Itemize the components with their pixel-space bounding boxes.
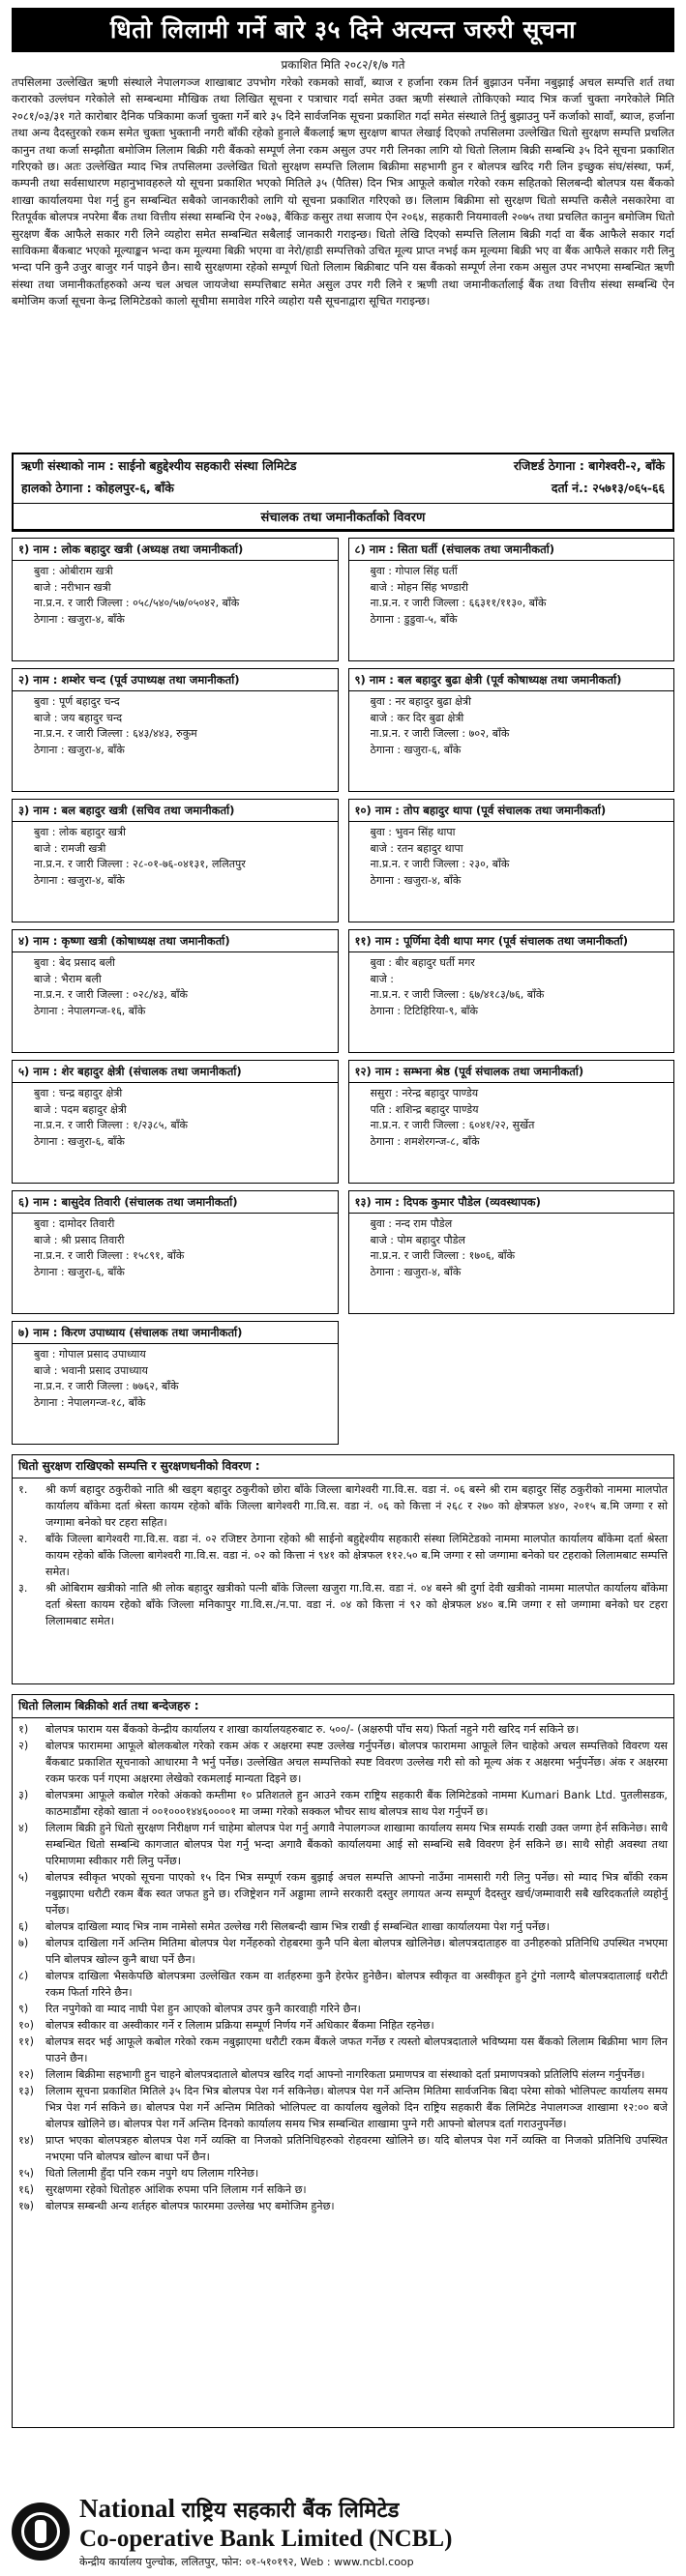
list-item-number: ८) (18, 1970, 29, 1982)
list-item-number: १७) (18, 2200, 34, 2212)
members-grid (12, 538, 674, 1445)
list-item (18, 1531, 668, 1580)
member-detail-line: ठेगाना : खजुरा-६, बाँके (34, 1265, 125, 1278)
list-item-number: ९) (18, 2003, 29, 2015)
member-card (348, 929, 675, 1053)
member-detail-line: बाजे : जय बहादुर चन्द (34, 711, 123, 724)
member-detail-line: बुवा : दामोदर तिवारी (34, 1217, 115, 1230)
list-item-number: २) (18, 1740, 29, 1752)
registration-number: २५७१३/०६५-६६ (592, 481, 665, 495)
list-item (18, 1820, 668, 1869)
notice-title: धितो लिलामी गर्ने बारे ३५ दिने अत्यन्त जरुरी सूचना (12, 8, 674, 52)
list-item-text: श्री कर्ण बहादुर ठकुरीको नाति श्री खड्ग बहादुर ठकुरीको छोरा बाँके जिल्ला बागेश्वरी गा.वि.स. वडा नं. ०६ बस्ने श्री राम बहादुर सिंह ठकुरीको नाममा मालपोत कार्यालय बाँकेमा दर्ता श्रेस्ता कायम रहेको बाँके जिल्ला बागेश्वरी गा.वि.स. वडा नं. ०६ को कित्ता नं २६८ र २७० को क्षेत्रफल ४४०, २०१५ ब.मि जग्गा र सो जग्गामा बनेको घर टहरा सहित। (45, 1483, 668, 1529)
list-item-text: लिलाम सूचना प्रकाशित मितिले ३५ दिन भित्र बोलपत्र पेश गर्न सकिनेछ। बोलपत्र पेश गर्ने अन्तिम मितिमा सार्वजनिक बिदा परेमा सोको भोलिपल्ट कार्यालय समय भित्र पेश गर्न सकिने छ। बोलपत्र पेश गर्ने अन्तिम मितिको भोलिपल्ट वा कार्यालय खुलेको दिन राष्ट्रिय सहकारी बैंक लिमिटेड नेपालगञ्ज शाखामा १२:०० बजे बोलपत्र खोलिने छ। बोलपत्र पेश गर्ने अन्तिम दिनको कार्यालय समय भित्र सम्बन्धित शाखामा पुग्ने गरी आफ्नो बोलपत्र दर्ता गराउनुपर्नेछ। (45, 2085, 668, 2130)
member-card (348, 1060, 675, 1184)
member-detail-line: ठेगाना : खजुरा-६, बाँके (34, 1134, 125, 1148)
list-item (18, 1721, 668, 1738)
member-details (349, 822, 674, 892)
member-details (349, 691, 674, 761)
member-detail-line: बुवा : गोपाल प्रसाद उपाध्याय (34, 1348, 146, 1361)
member-heading: १३) नाम : दिपक कुमार पौडेल (व्यवस्थापक) (349, 1191, 674, 1214)
publish-date: प्रकाशित मिति २०८२/१/७ गते (281, 58, 405, 72)
current-address-label: हालको ठेगाना : (21, 481, 92, 495)
member-heading: ४) नाम : कृष्णा खत्री (कोषाध्यक्ष तथा जमानीकर्ता) (13, 930, 338, 952)
current-address: कोहलपुर-६, बाँके (95, 481, 174, 495)
list-item-text: प्राप्त भएका बोलपत्रहरु बोलपत्र पेश गर्ने व्यक्ति वा निजको प्रतिनिधिहरुको रोहवरमा खोलिने छ। यदि बोलपत्र पेश गर्ने व्यक्ति वा निजको प्रतिनिधि उपस्थित नभएमा पनि बोलपत्र खोल्न बाधा पर्ने छैन। (45, 2134, 668, 2163)
member-heading: १) नाम : लोक बहादुर खत्री (अध्यक्ष तथा जमानीकर्ता) (13, 539, 338, 561)
member-card (348, 538, 675, 661)
list-item (18, 1481, 668, 1531)
member-card (12, 668, 339, 792)
list-item-number: ५) (18, 1871, 29, 1884)
conditions-box (12, 1694, 674, 2428)
member-detail-line: ना.प्र.न. र जारी जिल्ला : ६०४१/२२, सुर्खेत (370, 1119, 535, 1131)
list-item (18, 2034, 668, 2066)
bank-name-en-line2: Co-operative Bank Limited (NCBL) (79, 2526, 453, 2552)
member-detail-line: ना.प्र.न. र जारी जिल्ला : १/२३८५, बाँके (34, 1119, 189, 1131)
list-item-text: बोलपत्र सदर भई आफूले कबोल गरेको रकम नबुझाएमा धरौटी रकम बैंकले जफत गर्नेछ र त्यस्तो बोलपत्रदाताले भविष्यमा यस बैंकको लिलाम बिक्रीमा भाग लिन पाउने छैन। (45, 2035, 668, 2064)
member-details (13, 952, 338, 1022)
list-item-number: ७) (18, 1937, 29, 1949)
list-item (18, 1935, 668, 1968)
borrower-name: साईनो बहुद्देश्यीय सहकारी संस्था लिमिटेड (118, 458, 297, 473)
list-item-text: रित नपुगेको वा म्याद नाघी पेश हुन आएको बोलपत्र उपर कुनै कारवाही गरिने छैन। (45, 2003, 361, 2015)
member-detail-line: बाजे : नरीभान खत्री (34, 580, 111, 594)
member-detail-line: ना.प्र.न. र जारी जिल्ला : १७०६, बाँके (370, 1249, 516, 1262)
member-detail-line: ना.प्र.न. र जारी जिल्ला : ७०२, बाँके (370, 727, 510, 740)
bank-brand (79, 2494, 674, 2569)
list-item-text: बोलपत्र स्वीकृत भएको सूचना पाएको १५ दिन भित्र सम्पूर्ण रकम बुझाई अचल सम्पत्ति आफ्नो नाउँमा नामसारी गरी लिनु पर्नेछ। सो म्याद भित्र बाँकी रकम नबुझाएमा धरौटी रकम बैंक स्वत जफत हुने छ। रजिष्ट्रेशन गर्ने अड्डामा लाग्ने सरकारी दस्तुर लगायत अन्य सम्पूर्ण दैदस्तुर खर्च/जम्मावारी सबै खरिदकर्ताले व्यहोर्नु पर्नेछ। (45, 1871, 668, 1917)
member-detail-line: ठेगाना : खजुरा-४, बाँके (34, 743, 125, 756)
member-heading: ९) नाम : बल बहादुर बुढा क्षेत्री (पूर्व कोषाध्यक्ष तथा जमानीकर्ता) (349, 669, 674, 691)
list-item (18, 1787, 668, 1820)
member-detail-line: बुवा : चन्द्र बहादुर क्षेत्री (34, 1087, 123, 1099)
intro-paragraph: तपसिलमा उल्लेखित ऋणी संस्थाले नेपालगञ्ज शाखाबाट उपभोग गरेको रकमको सावाँ, ब्याज र हर्जाना रकम तिर्न बुझाउन पर्नेमा नबुझाई अचल सम्पत्ति शर्त तथा करारको उल्लंघन गरेकोले सो सम्बन्धमा मौखिक तथा लिखित सूचना र पत्राचार गर्दा समेत उक्त ऋणी संस्थाले तोकिएको म्याद भित्र कर्जा चुक्ता नगरेकोले मिति २०८१/०३/३१ गते कारोबार दैनिक पत्रिकामा कर्जा चुक्ता गर्ने बारे ३५ दिने सार्वजनिक सूचना प्रकाशित गर्दा समेत संस्थाले तिर्नु बुझाउनु पर्ने कर्जाको सावाँ, ब्याज, हर्जाना तथा अन्य दैदस्तुरको रकम समेत चुक्ता भुक्तानी नगरी बाँकी रहेको हुनाले बैंकलाई ऋण सुरक्षण बापत लेखाई दिएको तपसिलमा उल्लेखित धितो सुरक्षण सम्पत्ति प्रचलित कानुन तथा कर्जा सम्झौता बमोजिम लिलाम बिक्री गरी बैंकको सम्पूर्ण लेना रकम असुल उपर गरी लिनका लागि यो धितो लिलाम बिक्री सम्बन्धि ३५ दिने सूचना प्रकाशित गरिएको छ। अतः उल्लेखित म्याद भित्र तपसिलमा उल्लेखित धितो सुरक्षण सम्पत्ति लिलाम बिक्रीमा सहभागी हुन र बोलपत्र खरिद गरी लिन इच्छुक संघ/संस्था, फर्म, कम्पनी तथा सर्वसाधारण महानुभावहरुले यो सूचना प्रकाशित भएको मितिले ३५ (पैतिस) दिन भित्र आफूले कबोल गरेको रकम सहितको सिलबन्दी बोलपत्र यस बैंकको शाखा कार्यालयमा पेश गर्नु हुन सम्बन्धित सबैको जानकारीको लागि यो सूचना प्रकाशित गरिएको छ। लिलाम बिक्रीमा सो सुरक्षण धितो सम्पत्ति कसैले नसकारेमा वा रितपूर्वक बोलपत्र नपरेमा बैंक तथा वित्तीय संस्था सम्बन्धि ऐन २०७३, बैंकिङ कसुर तथा सजाय ऐन २०६४, सहकारी नियमावली २०७५ तथा प्रचलित कानुन बमोजिम धितो सुरक्षण बैंक आफैले सकार गरी लिने व्यहोरा समेत सम्बन्धित सबैलाई जानकारी गराइन्छ। धितो लेखि दिएको सम्पत्ति लिलाम बिक्री गर्दा वा बैंक आफैले सकार गर्दा साविकमा बैंकबाट भएको मूल्याङ्कन भन्दा कम मूल्यमा बिक्री भएमा वा नेरो/हाडी सम्पत्तिको उचित मूल्य प्राप्त नभई कम मूल्यमा बिक्री भए वा बैंक आफैले सकार गरी लिनु भन्दा पनि कुनै उजुर बाजुर गर्न पाइने छैन। साथै सुरक्षणमा रहेको सम्पूर्ण धितो लिलाम बिक्रीबाट पनि यस बैंकको सम्पूर्ण लेना रकम असुल उपर नभएमा सम्बन्धित ऋणी संस्था तथा जमानीकर्ताहरुको अन्य चल अचल जायजेथा सम्पत्तिबाट समेत असुल उपर गरी लिने र ऋणी तथा जमानीकर्तालाई बैंक तथा वित्तीय संस्था सम्बन्धि ऐन बमोजिम कर्जा सूचना केन्द्र लिमिटेडको कालो सूचीमा समावेश गरिने व्यहोरा यसै सूचनाद्वारा सूचित गराइन्छ। (12, 75, 674, 308)
list-item-number: १२) (18, 2068, 34, 2081)
member-heading: ११) नाम : पूर्णिमा देवी थापा मगर (पूर्व संचालक तथा जमानीकर्ता) (349, 930, 674, 952)
member-detail-line: बाजे : भैराम बली (34, 972, 102, 985)
member-details (13, 822, 338, 892)
member-heading: २) नाम : शम्शेर चन्द (पूर्व उपाध्यक्ष तथा जमानीकर्ता) (13, 669, 338, 691)
member-detail-line: ना.प्र.न. र जारी जिल्ला : ०२८/४३, बाँके (34, 988, 189, 1001)
member-detail-line: बाजे : (370, 972, 394, 985)
list-item-text: सुरक्षणमा रहेको धितोहरु आंशिक रुपमा पनि लिलाम गर्न सकिने छ। (45, 2183, 307, 2196)
members-section-title: संचालक तथा जमानीकर्ताको विवरण (14, 503, 672, 530)
list-item-number: १५) (18, 2167, 34, 2180)
member-detail-line: बाजे : पोम बहादुर पौडेल (370, 1233, 465, 1246)
member-details (349, 1083, 674, 1153)
member-detail-line: बुवा : बीर बहादुर घर्ती मगर (370, 956, 475, 969)
member-detail-line: बाजे : रतन बहादुर थापा (370, 841, 463, 855)
list-item (18, 1580, 668, 1629)
list-item-text: लिलाम बिक्री हुने धितो सुरक्षण निरीक्षण गर्न चाहेमा बोलपत्र पेश गर्नु अगावै नेपालगञ्ज शाखामा कार्यालय समय भित्र सम्पर्क राखी उक्त जग्गा हेर्न सकिनेछ। साथै सम्बन्धित धितो सम्बन्धि कागजात बोलपत्र पेश गर्नु भन्दा अगावै बैंकको कार्यालयमा आई सो सम्बन्धि सबै विवरण हेर्न सकिने छ। साथै सोही अवस्था तथा परिमाणमा स्वीकार गरी लिनु पर्नेछ। (45, 1822, 668, 1867)
list-item-number: १) (18, 1723, 29, 1736)
member-detail-line: ठेगाना : खजुरा-४, बाँके (370, 1265, 462, 1278)
list-item-number: १६) (18, 2183, 34, 2196)
member-details (13, 1083, 338, 1153)
member-detail-line: ना.प्र.न. र जारी जिल्ला : २३०, बाँके (370, 858, 510, 870)
member-detail-line: ना.प्र.न. र जारी जिल्ला : ६४३/४४३, रुकुम (34, 727, 197, 740)
list-item (18, 2066, 668, 2083)
member-detail-line: ठेगाना : डुडुवा-५, बाँके (370, 612, 458, 626)
list-item-number: ३) (18, 1789, 29, 1801)
member-detail-line: ना.प्र.न. र जारी जिल्ला : ६७/४१८३/७६, बाँके (370, 988, 545, 1001)
bank-logo-icon (12, 2503, 70, 2561)
member-details (13, 1344, 338, 1414)
member-card (12, 538, 339, 661)
member-card (12, 1321, 339, 1445)
list-item-text: बोलपत्र दाखिला गर्ने अन्तिम मितिमा बोलपत्र पेश गर्नेहरुको रोहबरमा कुनै पनि बेला बोलपत्र खोलिनेछ। बोलपत्रदाताहरु वा उनीहरुको प्रतिनिधि उपस्थित नभएमा पनि बोलपत्र खोल्न कुनै बाधा पर्ने छैन। (45, 1937, 668, 1966)
list-item-number: १०) (18, 2019, 34, 2032)
member-card (12, 799, 339, 922)
member-heading: १०) नाम : तोप बहादुर थापा (पूर्व संचालक तथा जमानीकर्ता) (349, 800, 674, 822)
list-item-text: बोलपत्र फाराममा आफूले बोलकबोल गरेको रकम अंक र अक्षरमा स्पष्ट उल्लेख गर्नुपर्नेछ। बोलपत्र फाराममा आफूले लिन चाहेको अचल सम्पत्तिको विवरण यस बैंकबाट प्रकाशित सूचनाको आधारमा नै भर्नु पर्नेछ। उल्लेखित अचल सम्पत्तिको स्पष्ट विवरण उल्लेख गरी सो को मूल्य अंक र अक्षरमा भर्नुपर्नेछ। अंक र अक्षरमा रकम फरक पर्न गएमा अक्षरमा लेखेको रकमलाई मान्यता दिइने छ। (45, 1740, 668, 1785)
list-item-number: १४) (18, 2134, 34, 2147)
member-heading: ३) नाम : बल बहादुर खत्री (सचिव तथा जमानीकर्ता) (13, 800, 338, 822)
list-item (18, 2083, 668, 2132)
member-detail-line: ठेगाना : खजुरा-४, बाँके (34, 612, 125, 626)
member-detail-line: ठेगाना : टिटिहिरिया-९, बाँके (370, 1004, 478, 1017)
member-detail-line: ठेगाना : शमशेरगन्ज-८, बाँके (370, 1134, 480, 1148)
member-detail-line: ना.प्र.न. र जारी जिल्ला : १५८९१, बाँके (34, 1249, 185, 1262)
borrower-row-2 (14, 477, 672, 499)
member-detail-line: बाजे : कर दिर बुढा क्षेत्री (370, 711, 464, 724)
list-item-text: बाँके जिल्ला बागेश्वरी गा.वि.स. वडा नं. ०२ रजिष्टर ठेगाना रहेको श्री साईनो बहुद्देश्यीय सहकारी संस्था लिमिटेडको नाममा मालपोत कार्यालय बाँकेमा दर्ता श्रेस्ता कायम रहेको बाँके जिल्ला बागेश्वरी गा.वि.स. वडा नं. ०२ को कित्ता नं ९४१ को क्षेत्रफल ११२.५० ब.मि जग्गा र सो जग्गामा बनेको घर टहराको लिलामबाट सम्पत्ति समेत। (45, 1533, 668, 1578)
list-item (18, 2001, 668, 2017)
member-detail-line: ठेगाना : खजुरा-६, बाँके (370, 743, 462, 756)
member-detail-line: बाजे : पदम बहादुर क्षेत्री (34, 1102, 127, 1116)
member-detail-line: बाजे : मोहन सिंह भण्डारी (370, 580, 469, 594)
list-item-text: धितो लिलामी हुँदा पनि रकम नपुगे थप लिलाम गरिनेछ। (45, 2167, 259, 2180)
member-detail-line: बुवा : ओबीराम खत्री (34, 565, 113, 577)
member-detail-line: बुवा : पूर्ण बहादुर चन्द (34, 695, 120, 708)
member-detail-line: ना.प्र.न. र जारी जिल्ला : २८-०१-७६-०४१३१, ललितपुर (34, 858, 246, 870)
member-card (12, 1060, 339, 1184)
list-item-number: ३. (18, 1582, 28, 1595)
member-heading: ५) नाम : शेर बहादुर क्षेत्री (संचालक तथा जमानीकर्ता) (13, 1061, 338, 1083)
member-detail-line: ना.प्र.न. र जारी जिल्ला : ०५८/५४०/५७/०५०४२, बाँके (34, 597, 240, 609)
member-heading: ८) नाम : सिता घर्ती (संचालक तथा जमानीकर्ता) (349, 539, 674, 561)
registered-address: बागेश्वरी-२, बाँके (588, 458, 665, 473)
member-detail-line: ठेगाना : खजुरा-४, बाँके (34, 873, 125, 887)
member-heading: १२) नाम : सम्भना श्रेष्ठ (पूर्व संचालक तथा जमानीकर्ता) (349, 1061, 674, 1083)
member-detail-line: बुवा : नर बहादुर बुढा क्षेत्री (370, 695, 471, 708)
borrower-info (12, 453, 674, 532)
member-details (349, 561, 674, 630)
list-item-text: श्री ओबिराम खत्रीको नाति श्री लोक बहादुर खत्रीको पत्नी बाँके जिल्ला खजुरा गा.वि.स. वडा नं. ०४ बस्ने श्री दुर्गा देवी खत्रीको नाममा मालपोत कार्यालय बाँकेमा दर्ता श्रेस्ता कायम रहेको बाँके जिल्ला मनिकापुर गा.वि.स./न.पा. वडा नं. ०४ को कित्ता नं ९२ को क्षेत्रफल ४४० ब.मि जग्गा र सो जग्गामा बनेको घर टहरा लिलामबाट समेत। (45, 1582, 668, 1627)
list-item (18, 1918, 668, 1935)
list-item-text: बोलपत्र दाखिला भैसकेपछि बोलपत्रमा उल्लेखित रकम वा शर्तहरुमा कुनै हेरफेर हुनेछैन। बोलपत्र स्वीकृत वा अस्वीकृत हुने टुंगो नलाग्दै बोलपत्रदातालाई धरौटी रकम फिर्ता गरिने छैन। (45, 1970, 668, 1999)
member-details (349, 1214, 674, 1283)
member-details (13, 691, 338, 761)
list-item-number: २. (18, 1533, 28, 1545)
member-card (348, 1190, 675, 1314)
conditions-heading: धितो लिलाम बिक्रीको शर्त तथा बन्देजहरु : (13, 1695, 673, 1718)
member-detail-line: ठेगाना : नेपालगन्ज-१८, बाँके (34, 1395, 146, 1409)
list-item (18, 1968, 668, 2001)
member-detail-line: ठेगाना : नेपालगन्ज-१६, बाँके (34, 1004, 146, 1017)
member-heading: ७) नाम : किरण उपाध्याय (संचालक तथा जमानीकर्ता) (13, 1322, 338, 1344)
bank-name-np: राष्ट्रिय सहकारी बैंक लिमिटेड (181, 2499, 400, 2523)
registration-number-label: दर्ता नं.: (551, 481, 588, 495)
grid-spacer (348, 1321, 675, 1445)
registered-address-label: रजिष्टर्ड ठेगाना : (513, 458, 584, 473)
collateral-box (12, 1454, 674, 1684)
borrower-row-1 (14, 454, 672, 477)
member-card (12, 929, 339, 1053)
list-item-number: ४) (18, 1822, 29, 1834)
member-detail-line: ससुरा : नरेन्द्र बहादुर पाण्डेय (370, 1087, 479, 1099)
member-card (348, 799, 675, 922)
member-card (12, 1190, 339, 1314)
bank-address: केन्द्रीय कार्यालय पुल्चोक, ललितपुर, फोन: ०१-५१०१९२, Web : www.ncbl.coop (79, 2556, 414, 2568)
list-item-text: बोलपत्र फाराम यस बैंकको केन्द्रीय कार्यालय र शाखा कार्यालयहरुबाट रु. ५००/- (अक्षरुपी पाँच सय) फिर्ता नहुने गरी खरिद गर्न सकिने छ। (45, 1723, 580, 1736)
member-detail-line: पति : शशिन्द्र बहादुर पाण्डेय (370, 1102, 479, 1116)
member-detail-line: बाजे : भवानी प्रसाद उपाध्याय (34, 1363, 148, 1377)
list-item (18, 2181, 668, 2198)
list-item (18, 2017, 668, 2034)
list-item-number: ११) (18, 2035, 34, 2048)
list-item-text: लिलाम बिक्रीमा सहभागी हुन चाहने बोलपत्रदाताले बोलपत्र खरिद गर्दा आफ्नो नागरिकता प्रमाणपत्र वा संस्थाको दर्ता प्रमाणपत्रको प्रतिलिपि संलग्न गर्नुपर्नेछ। (45, 2068, 645, 2081)
member-detail-line: बाजे : श्री प्रसाद तिवारी (34, 1233, 125, 1246)
conditions-list (13, 1718, 673, 2218)
member-details (349, 952, 674, 1022)
bank-footer (12, 2496, 674, 2567)
list-item-number: १३) (18, 2085, 34, 2097)
borrower-name-label: ऋणी संस्थाको नाम : (21, 458, 114, 473)
member-detail-line: बुवा : नन्द राम पौडेल (370, 1217, 453, 1230)
list-item (18, 1869, 668, 1918)
collateral-list (13, 1478, 673, 1633)
member-detail-line: बुवा : लोक बहादुर खत्री (34, 826, 126, 838)
list-item (18, 2198, 668, 2214)
member-detail-line: बाजे : रामजी खत्री (34, 841, 106, 855)
list-item (18, 2132, 668, 2165)
list-item-number: ६) (18, 1920, 29, 1933)
member-heading: ६) नाम : बासुदेव तिवारी (संचालक तथा जमानीकर्ता) (13, 1191, 338, 1214)
member-detail-line: ठेगाना : खजुरा-४, बाँके (370, 873, 462, 887)
list-item-text: बोलपत्र दाखिला म्याद भित्र नाम नामेसो समेत उल्लेख गरी सिलबन्दी खाम भित्र राखी ई सम्बन्धित शाखा कार्यालयमा पेश गर्नु पर्नेछ। (45, 1920, 551, 1933)
member-detail-line: बुवा : बेद प्रसाद बली (34, 956, 116, 969)
member-card (348, 668, 675, 792)
collateral-heading: धितो सुरक्षण राखिएको सम्पत्ति र सुरक्षणधनीको विवरण : (13, 1455, 673, 1478)
member-details (13, 561, 338, 630)
member-detail-line: ना.प्र.न. र जारी जिल्ला : ७७६२, बाँके (34, 1380, 179, 1392)
list-item (18, 2165, 668, 2181)
list-item-text: बोलपत्रमा आफूले कबोल गरेको अंकको कम्तीमा १० प्रतिशतले हुन आउने रकम राष्ट्रिय सहकारी बैंक लिमिटेडको नाममा Kumari Bank Ltd. पुतलीसडक, काठमाडौंमा रहेको खाता नं ००१०००१४४६००००१ मा जम्मा गरेको सक्कल भौचर साथ बोलपत्र साथ पेश गर्नुपर्ने छ। (45, 1789, 668, 1818)
bank-name-en: National (79, 2494, 176, 2523)
list-item (18, 1738, 668, 1787)
member-detail-line: बुवा : भुवन सिंह थापा (370, 826, 456, 838)
member-detail-line: ना.प्र.न. र जारी जिल्ला : ६६३११/११३०, बाँके (370, 597, 547, 609)
member-details (13, 1214, 338, 1283)
list-item-text: बोलपत्र स्वीकार वा अस्वीकार गर्ने र लिलाम प्रक्रिया सम्पूर्ण निर्णय गर्ने अधिकार बैंकमा निहित रहनेछ। (45, 2019, 434, 2032)
member-detail-line: बुवा : गोपाल सिंह घर्ती (370, 565, 458, 577)
list-item-text: बोलपत्र सम्बन्धी अन्य शर्तहरु बोलपत्र फारममा उल्लेख भए बमोजिम हुनेछ। (45, 2200, 335, 2212)
list-item-number: १. (18, 1483, 28, 1496)
